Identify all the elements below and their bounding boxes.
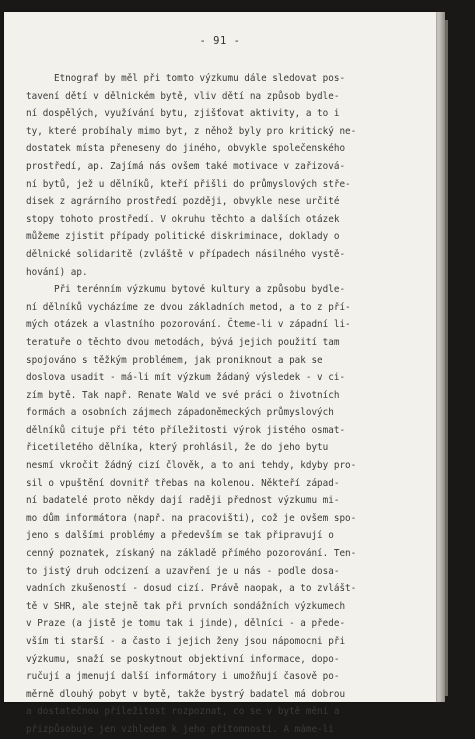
text-line: disek z agrárního prostředí později, obvykle nese určité [26, 196, 340, 208]
document-page [4, 12, 436, 735]
paragraph [26, 281, 434, 738]
text-line: výzkumu, snaží se poskytnout objektivní informace, dopo- [26, 653, 340, 665]
text-line: ty, které probíhaly mimo byt, z něhož byly pro kritický ne- [26, 125, 357, 137]
text-line: můžeme zjistit případy politické diskriminace, doklady o [26, 231, 340, 243]
text-line: dělnické solidaritě (zvláště v případech násilného vystě- [26, 248, 346, 260]
paragraph [26, 70, 434, 281]
text-line: zím bytě. Tak např. Renate Wald ve své práci o životních [26, 389, 340, 401]
text-line: Etnograf by měl při tomto výzkumu dále sledovat pos- [26, 73, 346, 84]
page-number: - 91 - [199, 35, 241, 47]
text-line: tě v SHR, ale stejně tak při prvních sondážních výzkumech [26, 600, 346, 612]
text-line: tavení dětí v dělnickém bytě, vliv dětí na způsob bydle- [26, 90, 340, 102]
text-line: ní bytů, jež u dělníků, kteří přišli do průmyslových stře- [26, 178, 351, 190]
text-line: ní dělníků vycházíme ze dvou základních metod, a to z pří- [26, 301, 351, 313]
text-line: a dostatečnou příležitost rozpoznat, co se v bytě mění a [26, 706, 340, 718]
page-edge-shadow [436, 12, 445, 702]
text-line: spojováno s těžkým problémem, jak proniknout a pak se [26, 354, 323, 366]
text-line: ručují a jmenují další informátory i umožňují časově po- [26, 671, 340, 683]
text-line: měrně dlouhý pobyt v bytě, takže bystrý badatel má dobrou [26, 688, 346, 700]
text-line: teratuře o těchto dvou metodách, bývá jejich použití tam [26, 336, 340, 348]
text-line: nesmí vkročit žádný cizí člověk, a to ani tehdy, kdyby pro- [26, 460, 357, 472]
text-line: jeno s dalšími problémy a především se tak připravují o [26, 530, 334, 542]
text-line: řicetiletého dělníka, který prohlásil, že do jeho bytu [26, 442, 329, 454]
text-line: doslova usadit - má-li mít výzkum žádaný výsledek - v ci- [26, 372, 346, 384]
text-line: formách a osobních zájmech západoněmeckých průmyslových [26, 407, 334, 419]
text-line: prostředí, ap. Zajímá nás ovšem také motivace v zařizová- [26, 160, 346, 172]
text-line: vadních zkušeností - dosud cizí. Právě naopak, a to zvlášt- [26, 583, 357, 595]
text-line: Při terénním výzkumu bytové kultury a způsobu bydle- [26, 284, 346, 296]
text-line: sil o vpuštění dovnitř třebas na kolenou. Někteří západ- [26, 477, 340, 489]
text-line: dělníků cituje při této příležitosti výrok jistého osmat- [26, 424, 346, 436]
text-line: ní dospělých, využívání bytu, zjišťovat aktivity, a to i [26, 108, 340, 120]
text-line: stopy tohoto prostředí. V okruhu těchto a dalších otázek [26, 213, 340, 225]
text-line: cenný poznatek, získaný na základě přímého pozorování. Ten- [26, 548, 357, 560]
text-line: mých otázek a vlastního pozorování. Čteme-li v západní li- [26, 319, 351, 331]
body-text [26, 70, 434, 739]
text-line: dostatek místa přeneseny do jiného, obvykle společenského [26, 143, 346, 155]
text-line: vším ti starší - a často i jejich ženy jsou nápomocni při [26, 636, 346, 647]
text-line: to jistý druh odcizení a uzavření je u nás - podle dosa- [26, 565, 340, 577]
text-line: mo dům informátora (např. na pracovišti), což je ovšem spo- [26, 512, 357, 524]
page-edge-shadow-inner [445, 20, 448, 696]
text-line: v Praze (a jistě je tomu tak i jinde), dělníci - a přede- [26, 618, 346, 630]
text-line: přizpůsobuje jen vzhledem k jeho přítomnosti. A máme-li [26, 723, 334, 735]
text-line: hování) ap. [26, 266, 88, 278]
text-line: ní badatelé proto někdy dají raději přednost výzkumu mi- [26, 495, 340, 507]
